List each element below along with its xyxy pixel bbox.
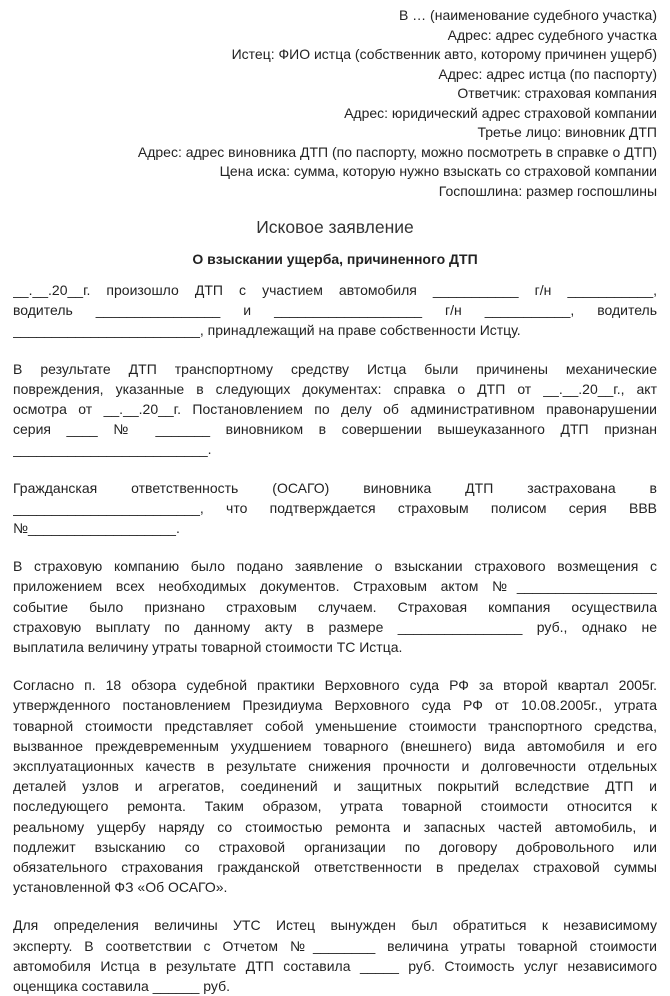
paragraph-line: последующего ремонта. Таким образом, утрата товарной стоимости относится к [13,798,657,815]
paragraph [13,915,657,996]
paragraph-line: ________________________, что подтверждается страховым полисом серия ВВВ [13,499,657,516]
header-line: Цена иска: сумма, которую нужно взыскать со страховой компании [219,163,657,179]
header-line: Адрес: юридический адрес страховой компании [344,104,657,121]
paragraph-line: страховую выплату по данному акту в размере ________________ руб., однако не [13,618,657,635]
paragraph-line: выплатила величину утраты товарной стоимости ТС Истца. [13,639,403,656]
paragraph-line: В результате ДТП транспортному средству Истца были причинены механические [13,360,657,377]
paragraph [13,478,657,539]
document-body [13,280,657,996]
paragraph-line: обязательного страхования гражданской ответственности в пределах страховой суммы [13,859,657,876]
paragraph-line: товарной стоимости представляет собой уменьшение стоимости транспортного средства, [13,717,657,734]
document-title: Исковое заявление [256,217,414,237]
paragraph-line: утвержденного постановлением Президиума Верховного суда РФ от 10.08.2005г., утрата [13,697,657,714]
paragraph-line: Для определения величины УТС Истец вынужден был обратиться к независимому [13,917,657,934]
paragraph-line: деталей узлов и агрегатов, соединений и защитных покрытий вследствие ДТП и [13,778,657,795]
paragraph-line: Гражданская ответственность (ОСАГО) виновника ДТП застрахована в [13,479,657,496]
header-line: Адрес: адрес виновника ДТП (по паспорту, можно посмотреть в справке о ДТП) [137,143,657,160]
header-block [13,6,657,201]
paragraph-line: ________________________, принадлежащий на праве собственности Истцу. [13,322,521,339]
paragraph-line: осмотра от __.__.20__г. Постановлением по делу об административном правонарушении [13,401,657,418]
paragraph-line: В страховую компанию было подано заявление о взыскании страхового возмещения с [13,558,657,575]
paragraph-line: вызванное преждевременным ухудшением товарного (внешнего) вида автомобиля и его [13,737,657,754]
paragraph-line: Согласно п. 18 обзора судебной практики Верховного суда РФ за второй квартал 2005г. [13,677,657,694]
paragraph [13,359,657,460]
paragraph-line: приложением всех необходимых документов. Страховым актом №__________________ [13,578,657,595]
header-line: В … (наименование судебного участка) [398,7,657,23]
header-line: Адрес: адрес истца (по паспорту) [438,65,657,82]
paragraph-line: водитель ________________ и ___________________ г/н ___________, водитель [13,302,657,319]
paragraph-line: __.__.20__г. произошло ДТП с участием автомобиля ___________ г/н ___________, [13,282,657,298]
paragraph-line: серия ____ № _______ виновником в совершении вышеуказанного ДТП признан [13,421,657,438]
paragraph-line: _________________________. [13,441,212,458]
paragraph [13,675,657,897]
paragraph-line: оценщика составила ______ руб. [13,978,230,995]
paragraph-line: реальному ущербу наряду со стоимостью ремонта и запасных частей автомобиль, и [13,818,657,835]
paragraph [13,556,657,657]
paragraph-line: установленной ФЗ «Об ОСАГО». [13,879,228,896]
paragraph-line: подлежит взысканию со страховой организации по договору добровольного или [13,838,657,855]
document-subtitle: О взыскании ущерба, причиненного ДТП [192,251,478,267]
header-line: Третье лицо: виновник ДТП [477,124,657,140]
paragraph-line: эксперту. В соответствии с Отчетом №________ величина утраты товарной стоимости [13,937,657,954]
paragraph-line: событие было признано страховым случаем. Страховая компания осуществила [13,598,657,615]
header-line: Госпошлина: размер госпошлины [438,182,657,199]
header-line: Адрес: адрес судебного участка [447,26,657,43]
paragraph-line: эксплуатационных качеств в результате снижения прочности и долговечности отдельных [13,758,657,775]
header-line: Истец: ФИО истца (собственник авто, которому причинен ущерб) [231,46,657,62]
paragraph-line: автомобиля Истца в результате ДТП составила _____ руб. Стоимость услуг независимого [13,957,657,974]
paragraph [13,280,657,341]
paragraph-line: повреждения, указанные в следующих документах: справка о ДТП от __.__.20__г., акт [13,380,657,397]
header-line: Ответчик: страховая компания [457,85,657,101]
paragraph-line: №___________________. [13,520,180,537]
